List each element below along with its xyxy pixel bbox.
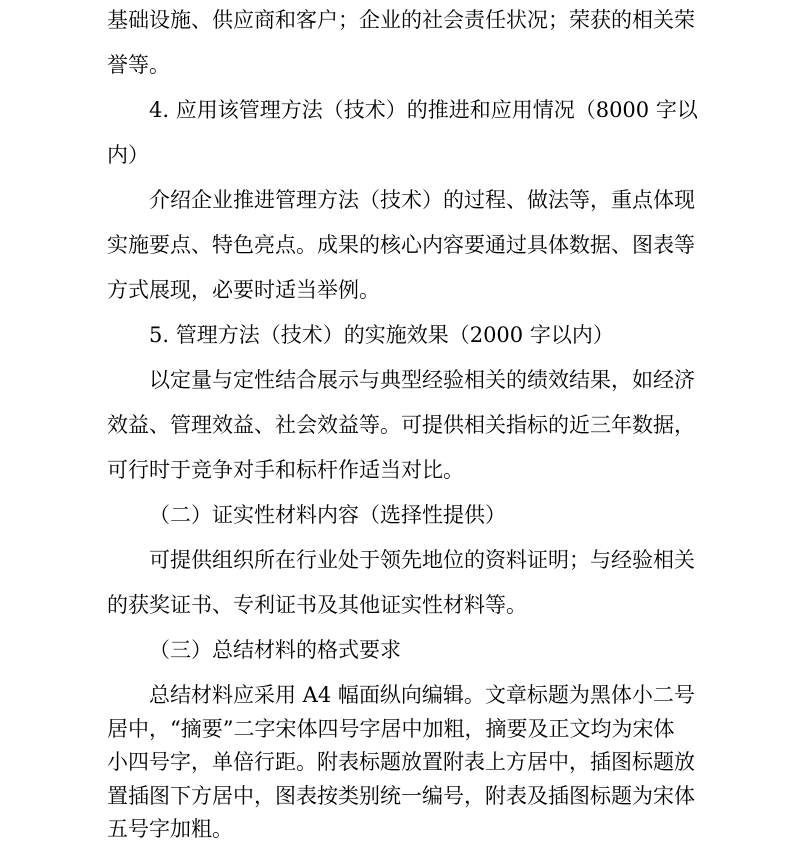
paragraph-line: 介绍企业推进管理方法（技术）的过程、做法等，重点体现 — [149, 188, 695, 212]
paragraph-line: 效益、管理效益、社会效益等。可提供相关指标的近三年数据， — [107, 413, 695, 437]
paragraph-line: 五号字加粗。 — [107, 817, 233, 841]
section-heading: 5. 管理方法（技术）的实施效果（2000 字以内） — [149, 323, 614, 347]
paragraph-line: 置插图下方居中，图表按类别统一编号，附表及插图标题为宋体 — [107, 783, 695, 808]
section-heading: 4. 应用该管理方法（技术）的推进和应用情况（8000 字以 — [149, 98, 698, 122]
paragraph-line: 总结材料应采用 A4 幅面纵向编辑。文章标题为黑体小二号 — [149, 683, 695, 707]
paragraph-line: 誉等。 — [107, 53, 170, 77]
section-heading: 内） — [107, 143, 149, 167]
paragraph-line: 可行时于竞争对手和标杆作适当对比。 — [107, 458, 464, 482]
paragraph-line: 方式展现，必要时适当举例。 — [107, 278, 380, 302]
paragraph-line: 可提供组织所在行业处于领先地位的资料证明；与经验相关 — [149, 548, 695, 572]
paragraph-line: 实施要点、特色亮点。成果的核心内容要通过具体数据、图表等 — [107, 233, 695, 257]
paragraph-line: 以定量与定性结合展示与典型经验相关的绩效结果，如经济 — [149, 368, 695, 392]
paragraph-line: 的获奖证书、专利证书及其他证实性材料等。 — [107, 593, 527, 617]
paragraph-line: 基础设施、供应商和客户；企业的社会责任状况；荣获的相关荣 — [107, 8, 695, 32]
subsection-heading: （三）总结材料的格式要求 — [149, 638, 401, 662]
subsection-heading: （二）证实性材料内容（选择性提供） — [149, 503, 506, 527]
paragraph-line: 小四号字，单倍行距。附表标题放置附表上方居中，插图标题放 — [107, 750, 695, 774]
paragraph-line: 居中，“摘要”二字宋体四号字居中加粗，摘要及正文均为宋体 — [107, 716, 675, 741]
